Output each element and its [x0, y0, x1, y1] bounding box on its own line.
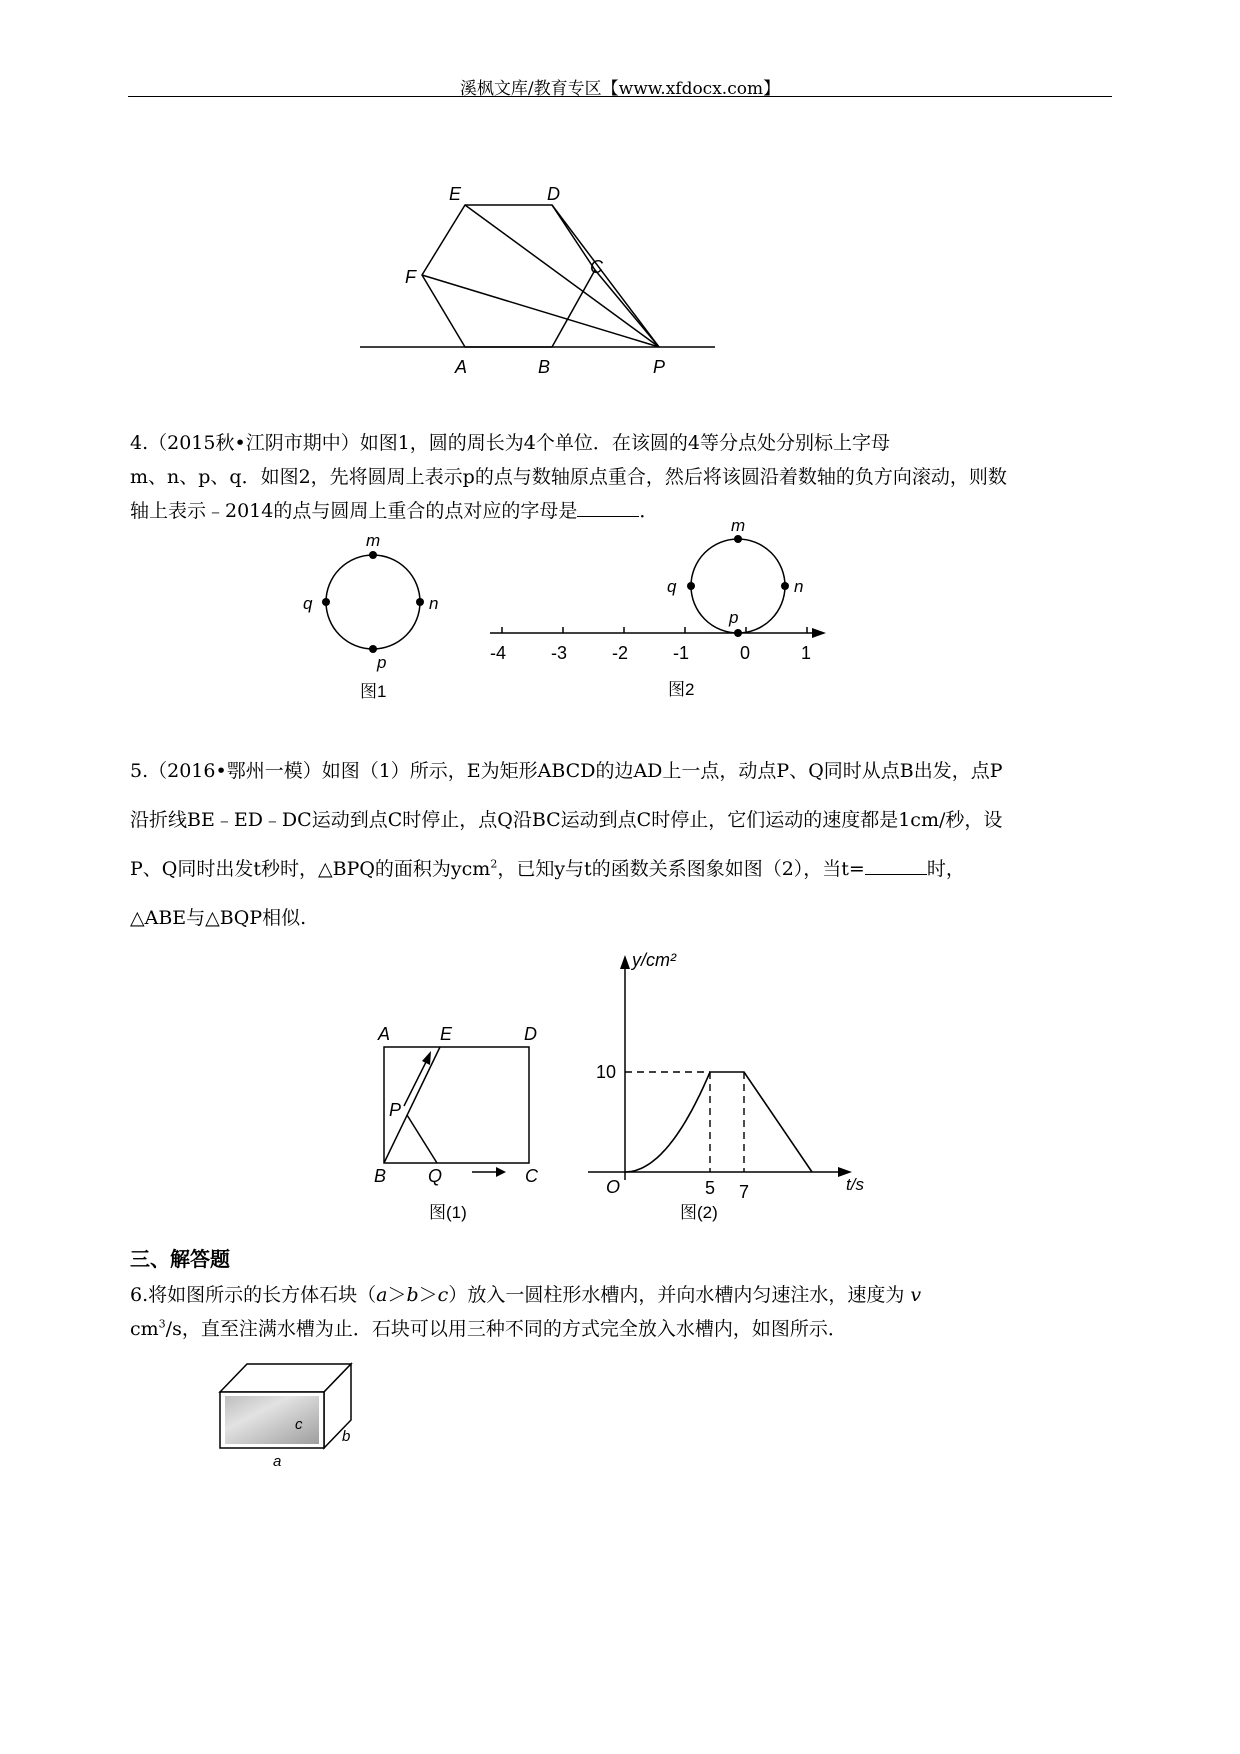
fig2-label-q: q	[667, 577, 677, 596]
q4-line2: m、n、p、q．如图2，先将圆周上表示p的点与数轴原点重合，然后将该圆沿着数轴的负方向滚动，则数	[130, 466, 1007, 488]
tick-label: -3	[551, 643, 568, 663]
tick-label: -4	[490, 643, 507, 663]
q6-superscript: 3	[158, 1317, 166, 1331]
tick-label: 0	[740, 643, 751, 663]
page-header: 溪枫文库/教育专区【www.xfdocx.com】	[459, 79, 781, 99]
question-4	[130, 428, 1115, 528]
fig1-label-n: n	[429, 594, 439, 613]
series-line	[625, 1072, 812, 1172]
gt-sign: ＞	[418, 1284, 438, 1306]
answer-blank	[577, 498, 639, 517]
q6-line1-mid: ）放入一圆柱形水槽内，并向水槽内匀速注水，速度为	[448, 1284, 905, 1306]
figure-hexagon	[355, 180, 725, 380]
label-B: B	[374, 1166, 387, 1186]
q4-line3-end: ．	[639, 500, 659, 522]
q5-line3-mid: ，已知y与t的函数关系图象如图（2），当t=	[497, 858, 865, 880]
q4-line1: 4.（2015秋•江阴市期中）如图1，圆的周长为4个单位．在该圆的4等分点处分别标上字母	[130, 432, 890, 454]
q5-line2: 沿折线BE﹣ED﹣DC运动到点C时停止，点Q沿BC运动到点C时停止，它们运动的速度都是1cm/秒，设	[130, 809, 1003, 831]
var-b: b	[406, 1284, 419, 1306]
q5-line3-text: P、Q同时出发t秒时，△BPQ的面积为ycm	[130, 858, 491, 880]
label-E: E	[449, 184, 462, 204]
section-title: 三、解答题	[130, 1247, 230, 1271]
var-c: c	[437, 1284, 449, 1306]
label-P: P	[653, 357, 666, 377]
x-tick-label: 5	[705, 1178, 716, 1198]
x-axis-label: t/s	[846, 1175, 864, 1194]
y-axis-label-text: y/cm²	[632, 950, 676, 970]
rect-caption: 图(1)	[429, 1203, 467, 1222]
answer-blank	[865, 856, 927, 875]
arrow-q-icon	[496, 1167, 506, 1177]
label-a: a	[273, 1453, 282, 1470]
tick-label: -2	[612, 643, 629, 663]
label-A: A	[378, 1024, 391, 1044]
axis-arrow-icon	[812, 628, 826, 638]
tick-label: 1	[801, 643, 812, 663]
q6-line1-text: 6.将如图所示的长方体石块（	[130, 1284, 377, 1306]
y-axis-label	[630, 950, 677, 970]
label-c: c	[295, 1416, 303, 1433]
label-C: C	[590, 257, 603, 277]
label-Q: Q	[428, 1166, 443, 1186]
chart-caption: 图(2)	[680, 1203, 718, 1222]
label-D: D	[547, 184, 560, 204]
arrow-p-icon	[422, 1051, 431, 1065]
gt-sign: ＞	[387, 1284, 407, 1306]
fig1-caption: 图1	[360, 682, 387, 701]
fig1-label-p: p	[377, 653, 387, 672]
label-E: E	[440, 1024, 453, 1044]
var-a: a	[376, 1284, 388, 1306]
q5-line3	[130, 854, 965, 881]
x-tick-label: 7	[739, 1182, 750, 1202]
q6-line2-text: /s，直至注满水槽为止．石块可以用三种不同的方式完全放入水槽内，如图所示．	[165, 1318, 847, 1340]
q4-line3-text: 轴上表示﹣2014的点与圆周上重合的点对应的字母是	[130, 500, 578, 522]
y-tick-label: 10	[596, 1062, 617, 1082]
fig2-label-p: p	[729, 608, 739, 627]
q4-line3	[130, 496, 658, 523]
fig1-label-q: q	[303, 594, 313, 613]
fig2-label-m: m	[731, 520, 746, 535]
fig1-label-m: m	[366, 531, 381, 550]
q5-superscript: 2	[490, 857, 498, 871]
origin-label: O	[606, 1177, 621, 1197]
label-A: A	[455, 357, 468, 377]
figure-block	[210, 1355, 365, 1470]
q6-line2	[130, 1314, 847, 1341]
question-5	[130, 756, 1115, 956]
label-F: F	[405, 267, 416, 287]
figure-circles	[290, 520, 850, 710]
fig2-caption: 图2	[668, 680, 695, 699]
q5-line1: 5.（2016•鄂州一模）如图（1）所示，E为矩形ABCD的边AD上一点，动点P、Q同时从点B出发，点P	[130, 760, 1003, 782]
q5-line4: △ABE与△BQP相似.	[130, 907, 307, 929]
label-b: b	[342, 1428, 351, 1445]
y-axis-arrow-icon	[620, 955, 630, 969]
figure-rectangle	[365, 1015, 555, 1230]
var-v: v	[910, 1284, 922, 1306]
q6-line1	[130, 1280, 921, 1307]
tick-label: -1	[673, 643, 690, 663]
q5-line3-end: 时，	[926, 858, 965, 880]
label-D: D	[524, 1024, 537, 1044]
marble-texture	[225, 1396, 319, 1444]
label-P: P	[389, 1100, 402, 1120]
label-B: B	[538, 357, 551, 377]
fig2-label-n: n	[794, 577, 804, 596]
label-C: C	[525, 1166, 538, 1186]
question-6	[130, 1280, 1115, 1350]
q6-unit: cm	[130, 1318, 159, 1340]
header-rule	[128, 96, 1112, 97]
function-chart	[575, 940, 870, 1230]
